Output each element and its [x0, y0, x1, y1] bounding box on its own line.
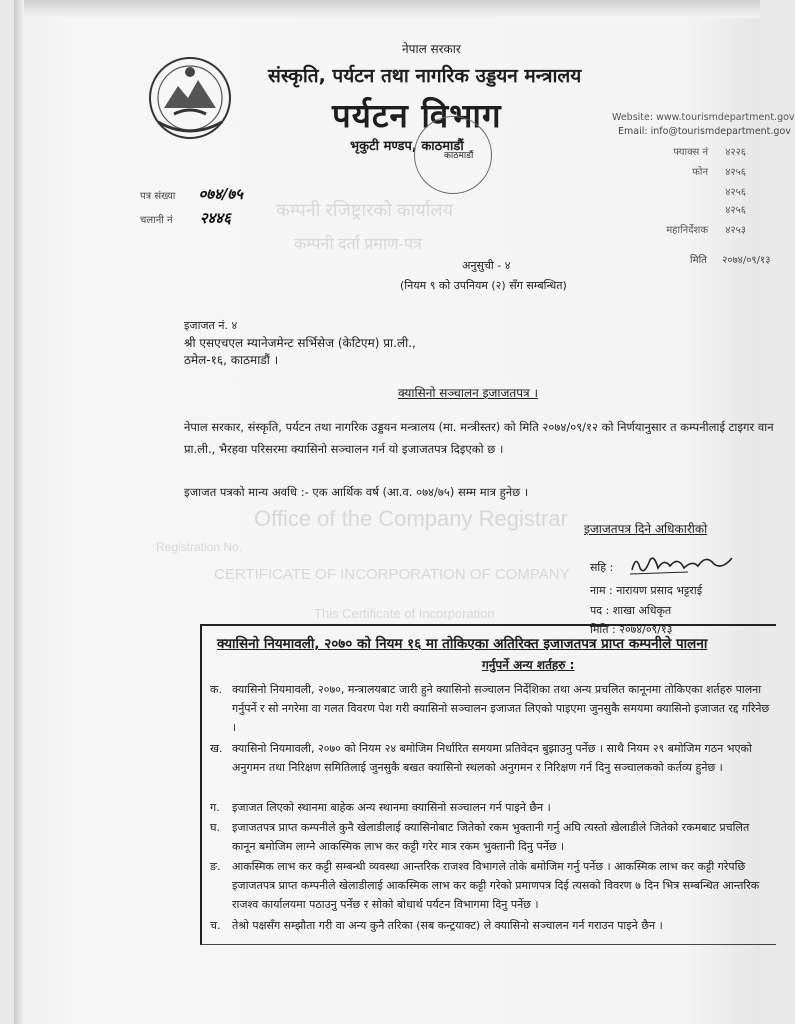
addressee-address: ठमेल-१६, काठमाडौं । — [184, 353, 279, 367]
contact-value: ४२५३ — [725, 225, 746, 236]
bleed-company-office: कम्पनी रजिष्ट्रारको कार्यालय — [276, 200, 454, 220]
reference-value: ०७४/७५ — [198, 185, 243, 203]
condition-text: इजाजत लिएको स्थानमा बाहेक अन्य स्थानमा क्यासिनो सञ्चालन गर्न पाइने छैन । — [232, 801, 551, 814]
contact-value: ४२५६ — [725, 167, 746, 178]
contact-value: ४२५६ — [725, 187, 746, 198]
schedule-heading: अनुसुची - ४ — [462, 259, 511, 272]
schedule-subheading: (नियम ९ को उपनियम (२) सँग सम्बन्धित) — [400, 279, 567, 292]
contact-value: ४२५६ — [725, 205, 746, 216]
conditions-subtitle: गर्नुपर्ने अन्य शर्तहरु : — [482, 658, 575, 672]
condition-marker: च. — [210, 919, 221, 932]
bleed-registration: Registration No. — [156, 540, 243, 554]
condition-marker: घ. — [210, 821, 220, 834]
permit-validity: इजाजत पत्रको मान्य अवधि :- एक आर्थिक वर्ष (आ.व. ०७४/७५) सम्म मात्र हुनेछ । — [184, 485, 529, 499]
date-value: २०७४/०९/१३ — [722, 255, 771, 266]
letter-date — [690, 252, 770, 266]
email: Email: info@tourismdepartment.gov — [618, 126, 791, 137]
contact-value: ४२२६ — [725, 147, 746, 158]
date-label: मिति — [690, 255, 707, 266]
reference-label: पत्र संख्या — [140, 191, 176, 202]
condition-marker: ख. — [210, 742, 223, 755]
contact-label: फ्याक्स नं — [673, 147, 708, 158]
contact-phone — [692, 164, 746, 178]
permit-number: इजाजत नं. ४ — [184, 319, 238, 332]
contact-director-general — [666, 222, 746, 236]
page-fold-shadow — [14, 0, 760, 18]
signatory-name: नाम : नारायण प्रसाद भट्टराई — [590, 584, 703, 597]
condition-text: आकस्मिक लाभ कर कट्टी सम्बन्धी व्यवस्था आन्तरिक राजश्व विभागले तोके बमोजिम गर्नु पर्नेछ । आकस्मिक लाभ कर कट्टी गरेपछि इजाजतपत्र प्राप्त कम्पनीले खेलाडीलाई आकस्मिक लाभ कर कट्टी गरेको प्रमाणपत्र दिई त्यसको विवरण ७ दिन भित्र सम्बन्धित आन्तरिक राजश्व कार्यालयमा पठाउनु पर्नेछ र सोको बोधार्थ पर्यटन विभागमा दिनु पर्नेछ । — [232, 860, 760, 911]
letter-subject: क्यासिनो सञ्चालन इजाजतपत्र । — [398, 386, 539, 400]
condition-marker: ग. — [210, 801, 220, 814]
bleed-company-certificate: कम्पनी दर्ता प्रमाण-पत्र — [294, 236, 422, 253]
reference-number — [140, 184, 243, 204]
ministry-name: संस्कृति, पर्यटन तथा नागरिक उड्डयन मन्त्रालय — [268, 65, 582, 87]
signatory-date: मिति : २०७४/०९/१३ — [590, 623, 673, 636]
condition-text: क्यासिनो नियमावली, २०७० को नियम २४ बमोजिम निर्धारित समयमा प्रतिवेदन बुझाउनु पर्नेछ । साथै नियम २९ बमोजिम गठन भएको अनुगमन तथा निरिक्षण समितिलाई जुनसुकै बखत क्यासिनो स्थलको अनुगमन र निरिक्षण गर्न दिनु सञ्चालकको कर्तव्य हुनेछ । — [232, 742, 752, 774]
handwritten-signature — [628, 550, 738, 578]
contact-label: महानिर्देशक — [666, 225, 708, 236]
dispatch-value: २४४६ — [199, 209, 231, 227]
department-name: पर्यटन विभाग — [332, 96, 502, 135]
seal-text: काठमाडौं — [444, 151, 474, 161]
bleed-english-heading: Office of the Company Registrar — [254, 506, 568, 531]
dispatch-number — [140, 208, 231, 228]
website: Website: www.tourismdepartment.gov — [612, 112, 795, 123]
signatory-heading: इजाजतपत्र दिने अधिकारीको — [584, 522, 708, 536]
condition-marker: क. — [210, 683, 222, 696]
signature-label: सहि : — [590, 561, 614, 574]
contact-number — [725, 184, 746, 198]
bleed-certify-line: This Certificate of Incorporation — [314, 606, 495, 621]
signatory-post: पद : शाखा अधिकृत — [590, 604, 672, 617]
condition-text: तेश्रो पक्षसँग सम्झौता गरी वा अन्य कुनै तरिका (सब कन्ट्रयाक्ट) ले क्यासिनो सञ्चालन गर्न गराउन पाइने छैन । — [232, 919, 663, 932]
addressee-name: श्री एसएचएल म्यानेजमेन्ट सर्भिसेज (केटिएम) प्रा.ली., — [184, 336, 416, 350]
nepal-emblem-icon — [144, 52, 236, 144]
government-name: नेपाल सरकार — [402, 42, 461, 56]
condition-marker: ङ. — [210, 860, 221, 873]
contact-fax — [673, 144, 746, 158]
bleed-certificate: CERTIFICATE OF INCORPORATION OF COMPANY — [214, 566, 570, 583]
condition-text: क्यासिनो नियमावली, २०७०, मन्त्रालयबाट जारी हुने क्यासिनो सञ्चालन निर्देशिका तथा अन्य प्रचलित कानूनमा तोकिएका शर्तहरु पालना गर्नुपर्ने र सो नगरेमा वा गलत विवरण पेश गरी क्यासिनो सञ्चालन इजाजत लिएको पाइएमा जुनसुकै समयमा क्यासिनो इजाजत रद्द गरिनेछ । — [232, 683, 770, 734]
page-edge-shadow — [14, 0, 24, 1024]
dispatch-label: चलानी नं — [140, 215, 173, 226]
conditions-title: क्यासिनो नियमावली, २०७० को नियम १६ मा तोकिएका अतिरिक्त इजाजतपत्र प्राप्त कम्पनीले पालना — [217, 636, 708, 652]
letter-body: नेपाल सरकार, संस्कृति, पर्यटन तथा नागरिक उड्डयन मन्त्रालय (मा. मन्त्रीस्तर) को मिति २०७४/०९/१२ को निर्णयानुसार त कम्पनीलाई टाइगर वान प्रा.ली., भैरहवा परिसरमा क्यासिनो सञ्चालन गर्न यो इजाजतपत्र दिइएको छ । — [184, 420, 774, 456]
contact-label: फोन — [692, 167, 708, 178]
document-page — [14, 0, 795, 1024]
contact-number — [725, 202, 746, 216]
department-address: भृकुटी मण्डप, काठमाडौं — [350, 139, 464, 154]
condition-text: इजाजतपत्र प्राप्त कम्पनीले कुनै खेलाडीलाई क्यासिनोबाट जितेको रकम भुक्तानी गर्नु अघि त्यस्तो खेलाडीले जितेको रकमबाट प्रचलित कानून बमोजिम लाग्ने आकस्मिक लाभ कर कट्टी गरेर मात्र रकम भुक्तानी दिनु पर्नेछ । — [232, 821, 750, 853]
